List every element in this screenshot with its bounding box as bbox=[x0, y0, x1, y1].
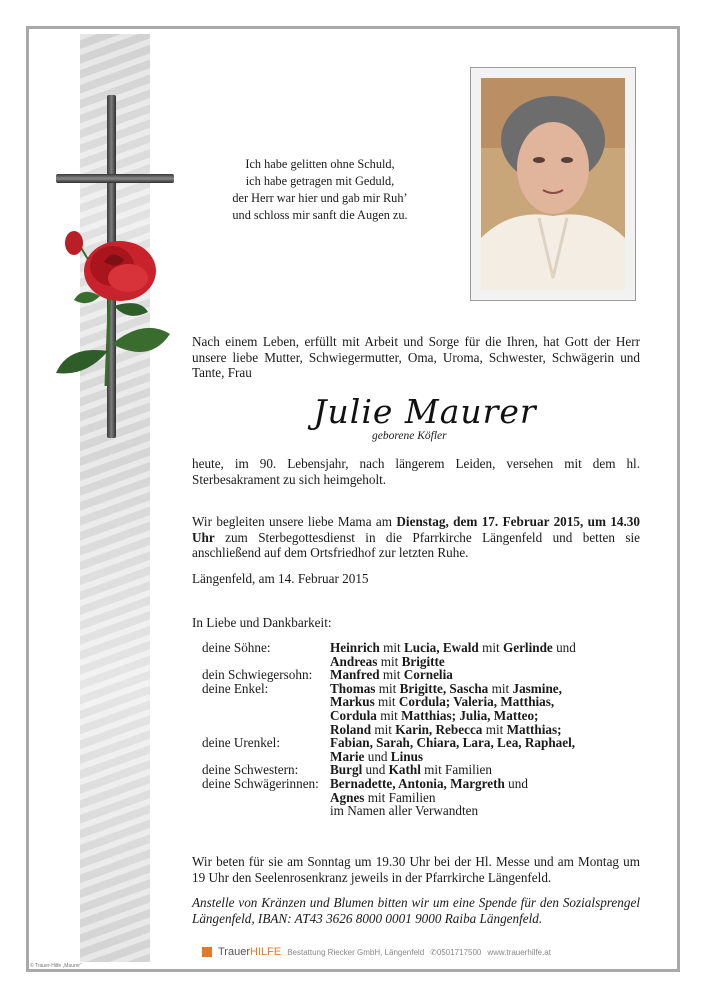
footer-phone: ✆0501717500 bbox=[430, 947, 482, 957]
footer-web: www.trauerhilfe.at bbox=[487, 947, 551, 957]
relation-label: deine Schwestern: bbox=[202, 762, 299, 778]
mourner-row bbox=[202, 695, 642, 709]
poem-line: und schloss mir sanft die Augen zu. bbox=[232, 208, 408, 222]
love-line: In Liebe und Dankbarkeit: bbox=[192, 615, 332, 630]
mourner-row bbox=[202, 763, 642, 777]
footer bbox=[202, 946, 551, 958]
place-date: Längenfeld, am 14. Februar 2015 bbox=[192, 571, 369, 586]
footer-company: Bestattung Riecker GmbH, Längenfeld bbox=[287, 947, 425, 957]
mourner-row bbox=[202, 750, 642, 764]
rose-icon bbox=[40, 226, 180, 396]
death-text: heute, im 90. Lebensjahr, nach längerem Leiden, versehen mit dem hl. Sterbesakrament zu sich heimgeholt. bbox=[192, 456, 640, 487]
poem-line: der Herr war hier und gab mir Ruh’ bbox=[232, 191, 408, 205]
corner-note: © Trauer-Hilfe „Maurer“ bbox=[30, 963, 82, 969]
mourner-names: im Namen aller Verwandten bbox=[330, 803, 479, 819]
relation-label: deine Schwägerinnen: bbox=[202, 775, 319, 791]
deceased-name: Julie Maurer bbox=[313, 392, 537, 431]
funeral-date: Dienstag, dem 17. Februar 2015, um 14.30 Uhr bbox=[192, 514, 640, 545]
donation-text: Anstelle von Kränzen und Blumen bitten wir um eine Spende für den Sozialsprengel Längenfeld, IBAN: AT43 3626 8000 0001 9000 Raiba Längenfeld. bbox=[192, 895, 640, 926]
intro-text: Nach einem Leben, erfüllt mit Arbeit und Sorge für die Ihren, hat Gott der Herr unsere liebe Mutter, Schwiegermutter, Oma, Uroma, Schwester, Schwägerin und Tante, Frau bbox=[192, 334, 640, 380]
mourner-names: Thomas mit Brigitte, Sascha mit Jasmine, bbox=[330, 680, 562, 696]
portrait-photo bbox=[481, 78, 625, 290]
mourner-row bbox=[202, 682, 642, 696]
mourner-row bbox=[202, 777, 642, 791]
mourner-names: Heinrich mit Lucia, Ewald mit Gerlinde und bbox=[330, 640, 576, 655]
mourner-row bbox=[202, 804, 642, 818]
mourner-names: Fabian, Sarah, Chiara, Lara, Lea, Raphael, bbox=[330, 735, 576, 751]
cross-bar bbox=[56, 174, 174, 183]
mourner-row bbox=[202, 723, 642, 737]
poem-line: Ich habe gelitten ohne Schuld, bbox=[245, 157, 395, 171]
mourner-row bbox=[202, 641, 642, 655]
relation-label: deine Söhne: bbox=[202, 640, 271, 655]
maiden-name: geborene Köfler bbox=[372, 430, 447, 442]
funeral-part: zum Sterbegottesdienst in die Pfarrkirche Längenfeld und betten sie anschließend auf dem Ortsfriedhof zur letzten Ruhe. bbox=[192, 529, 640, 560]
logo: TrauerHILFE bbox=[218, 946, 282, 958]
mourner-row bbox=[202, 668, 642, 682]
mourner-names: Andreas mit Brigitte bbox=[330, 653, 445, 669]
funeral-text bbox=[192, 514, 640, 561]
logo-icon bbox=[202, 947, 212, 957]
mourner-names: Markus mit Cordula; Valeria, Matthias, bbox=[330, 694, 555, 710]
mourner-names: Bernadette, Antonia, Margreth und bbox=[330, 775, 528, 791]
relation-label: dein Schwiegersohn: bbox=[202, 667, 313, 683]
mourner-names: Cordula mit Matthias; Julia, Matteo; bbox=[330, 707, 539, 723]
funeral-part: Wir begleiten unsere liebe Mama am bbox=[192, 514, 397, 529]
mourner-row bbox=[202, 791, 642, 805]
mourner-row bbox=[202, 709, 642, 723]
portrait-frame bbox=[470, 67, 636, 301]
mourner-names: Burgl und Kathl mit Familien bbox=[330, 762, 492, 778]
mourner-names: Roland mit Karin, Rebecca mit Matthias; bbox=[330, 721, 562, 737]
mourners-list bbox=[202, 641, 642, 818]
mourner-names: Agnes mit Familien bbox=[330, 789, 436, 805]
mourner-names: Marie und Linus bbox=[330, 748, 424, 764]
mourner-names: Manfred mit Cornelia bbox=[330, 667, 453, 683]
poem bbox=[210, 156, 430, 224]
mourner-row bbox=[202, 655, 642, 669]
mourner-row bbox=[202, 736, 642, 750]
poem-line: ich habe getragen mit Geduld, bbox=[245, 174, 395, 188]
prayer-text: Wir beten für sie am Sonntag um 19.30 Uhr bei der Hl. Messe und am Montag um 19 Uhr den Seelenrosenkranz jeweils in der Pfarrkirche Längenfeld. bbox=[192, 854, 640, 885]
relation-label: deine Enkel: bbox=[202, 680, 269, 696]
relation-label: deine Urenkel: bbox=[202, 735, 280, 751]
